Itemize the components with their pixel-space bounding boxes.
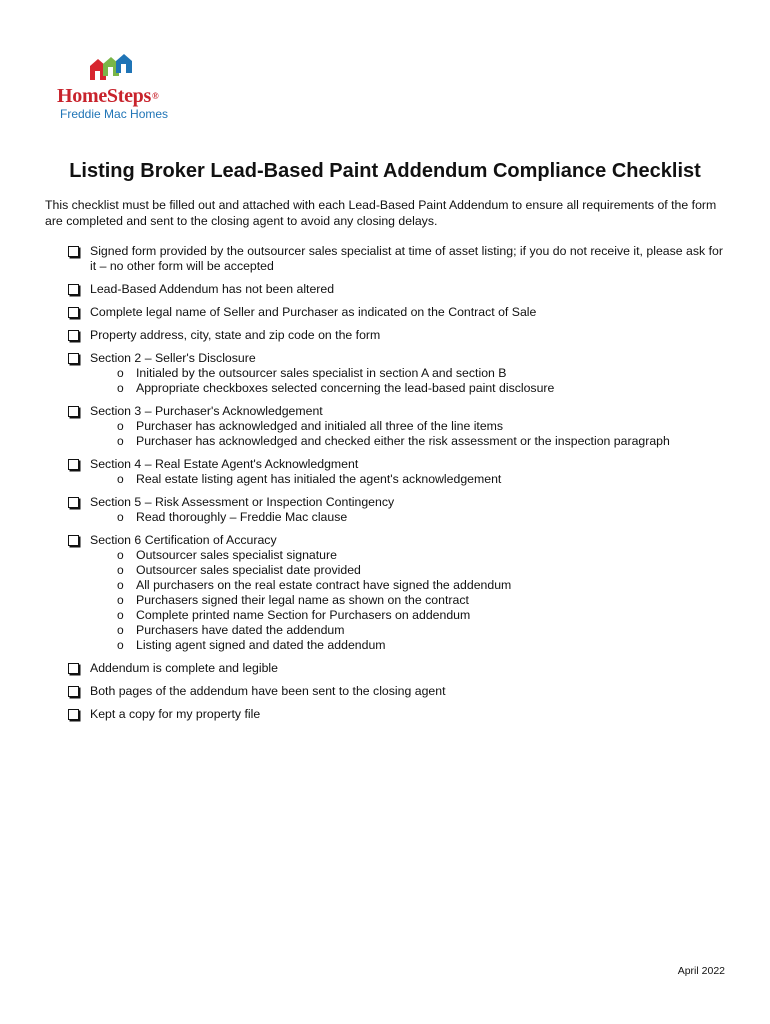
homesteps-logo (57, 50, 187, 126)
checkbox-icon[interactable] (68, 709, 79, 720)
intro-paragraph: This checklist must be filled out and attached with each Lead-Based Paint Addendum to ensure all requirements of the form are completed and sent to the closing agent to avoid any closing delays. (45, 198, 717, 228)
blue-house-icon (116, 54, 132, 73)
page-title: Listing Broker Lead-Based Paint Addendum Compliance Checklist (69, 160, 701, 182)
checkbox-icon[interactable] (68, 663, 79, 674)
logo-subtitle: Freddie Mac Homes (60, 107, 169, 121)
sub-list (90, 419, 730, 449)
sub-item: o Real estate listing agent has initialed the agent's acknowledgement (117, 472, 730, 487)
sub-item: o Read thoroughly – Freddie Mac clause (117, 510, 730, 525)
logo-brand (57, 86, 158, 106)
logo-trademark: ® (151, 91, 159, 101)
compliance-checklist (68, 244, 730, 730)
houses-icon (90, 54, 140, 86)
checklist-item-label: Section 3 – Purchaser's Acknowledgement (90, 404, 323, 418)
sub-list (90, 548, 730, 653)
checklist-item-label: Section 2 – Seller's Disclosure (90, 351, 256, 365)
checklist-item (68, 244, 730, 274)
sub-item: o Complete printed name Section for Purchasers on addendum (117, 608, 730, 623)
checkbox-icon[interactable] (68, 497, 79, 508)
checklist-item (68, 351, 730, 396)
sub-item: o Initialed by the outsourcer sales specialist in section A and section B (117, 366, 730, 381)
checklist-item (68, 328, 730, 343)
checklist-item-label: Complete legal name of Seller and Purchaser as indicated on the Contract of Sale (90, 305, 537, 319)
sub-item: o Purchaser has acknowledged and initialed all three of the line items (117, 419, 730, 434)
checkbox-icon[interactable] (68, 284, 79, 295)
checklist-item (68, 404, 730, 449)
checklist-item (68, 495, 730, 525)
checklist-item (68, 533, 730, 653)
sub-list (90, 510, 730, 525)
checklist-item (68, 661, 730, 676)
checklist-item-label: Kept a copy for my property file (90, 707, 261, 721)
checkbox-icon[interactable] (68, 330, 79, 341)
sub-item: o Listing agent signed and dated the addendum (117, 638, 730, 653)
checkbox-icon[interactable] (68, 686, 79, 697)
checklist-item (68, 707, 730, 722)
checklist-item-label: Addendum is complete and legible (90, 661, 278, 675)
checklist-item-label: Section 4 – Real Estate Agent's Acknowledgment (90, 457, 359, 471)
sub-item: o All purchasers on the real estate contract have signed the addendum (117, 578, 730, 593)
checkbox-icon[interactable] (68, 353, 79, 364)
checklist-item-label: Lead-Based Addendum has not been altered (90, 282, 335, 296)
checklist-item-label: Section 5 – Risk Assessment or Inspection Contingency (90, 495, 395, 509)
sub-item: o Outsourcer sales specialist date provided (117, 563, 730, 578)
sub-item: o Purchasers signed their legal name as shown on the contract (117, 593, 730, 608)
checklist-item-label: Section 6 Certification of Accuracy (90, 533, 277, 547)
sub-item: o Purchaser has acknowledged and checked either the risk assessment or the inspection paragraph (117, 434, 730, 449)
footer-date: April 2022 (677, 965, 725, 977)
logo-brand-text: HomeSteps (57, 85, 151, 107)
checklist-item (68, 684, 730, 699)
sub-list (90, 366, 730, 396)
checklist-item-label: Property address, city, state and zip code on the form (90, 328, 381, 342)
checkbox-icon[interactable] (68, 459, 79, 470)
checklist-item (68, 457, 730, 487)
sub-item: o Appropriate checkboxes selected concerning the lead-based paint disclosure (117, 381, 730, 396)
checklist-item (68, 305, 730, 320)
sub-item: o Outsourcer sales specialist signature (117, 548, 730, 563)
sub-list (90, 472, 730, 487)
sub-item: o Purchasers have dated the addendum (117, 623, 730, 638)
checkbox-icon[interactable] (68, 246, 79, 257)
checklist-item-label: Both pages of the addendum have been sent to the closing agent (90, 684, 446, 698)
checkbox-icon[interactable] (68, 535, 79, 546)
checkbox-icon[interactable] (68, 406, 79, 417)
checklist-item-label: Signed form provided by the outsourcer sales specialist at time of asset listing; if you do not receive it, please ask for it – no other form will be accepted (90, 244, 723, 273)
checkbox-icon[interactable] (68, 307, 79, 318)
checklist-item (68, 282, 730, 297)
